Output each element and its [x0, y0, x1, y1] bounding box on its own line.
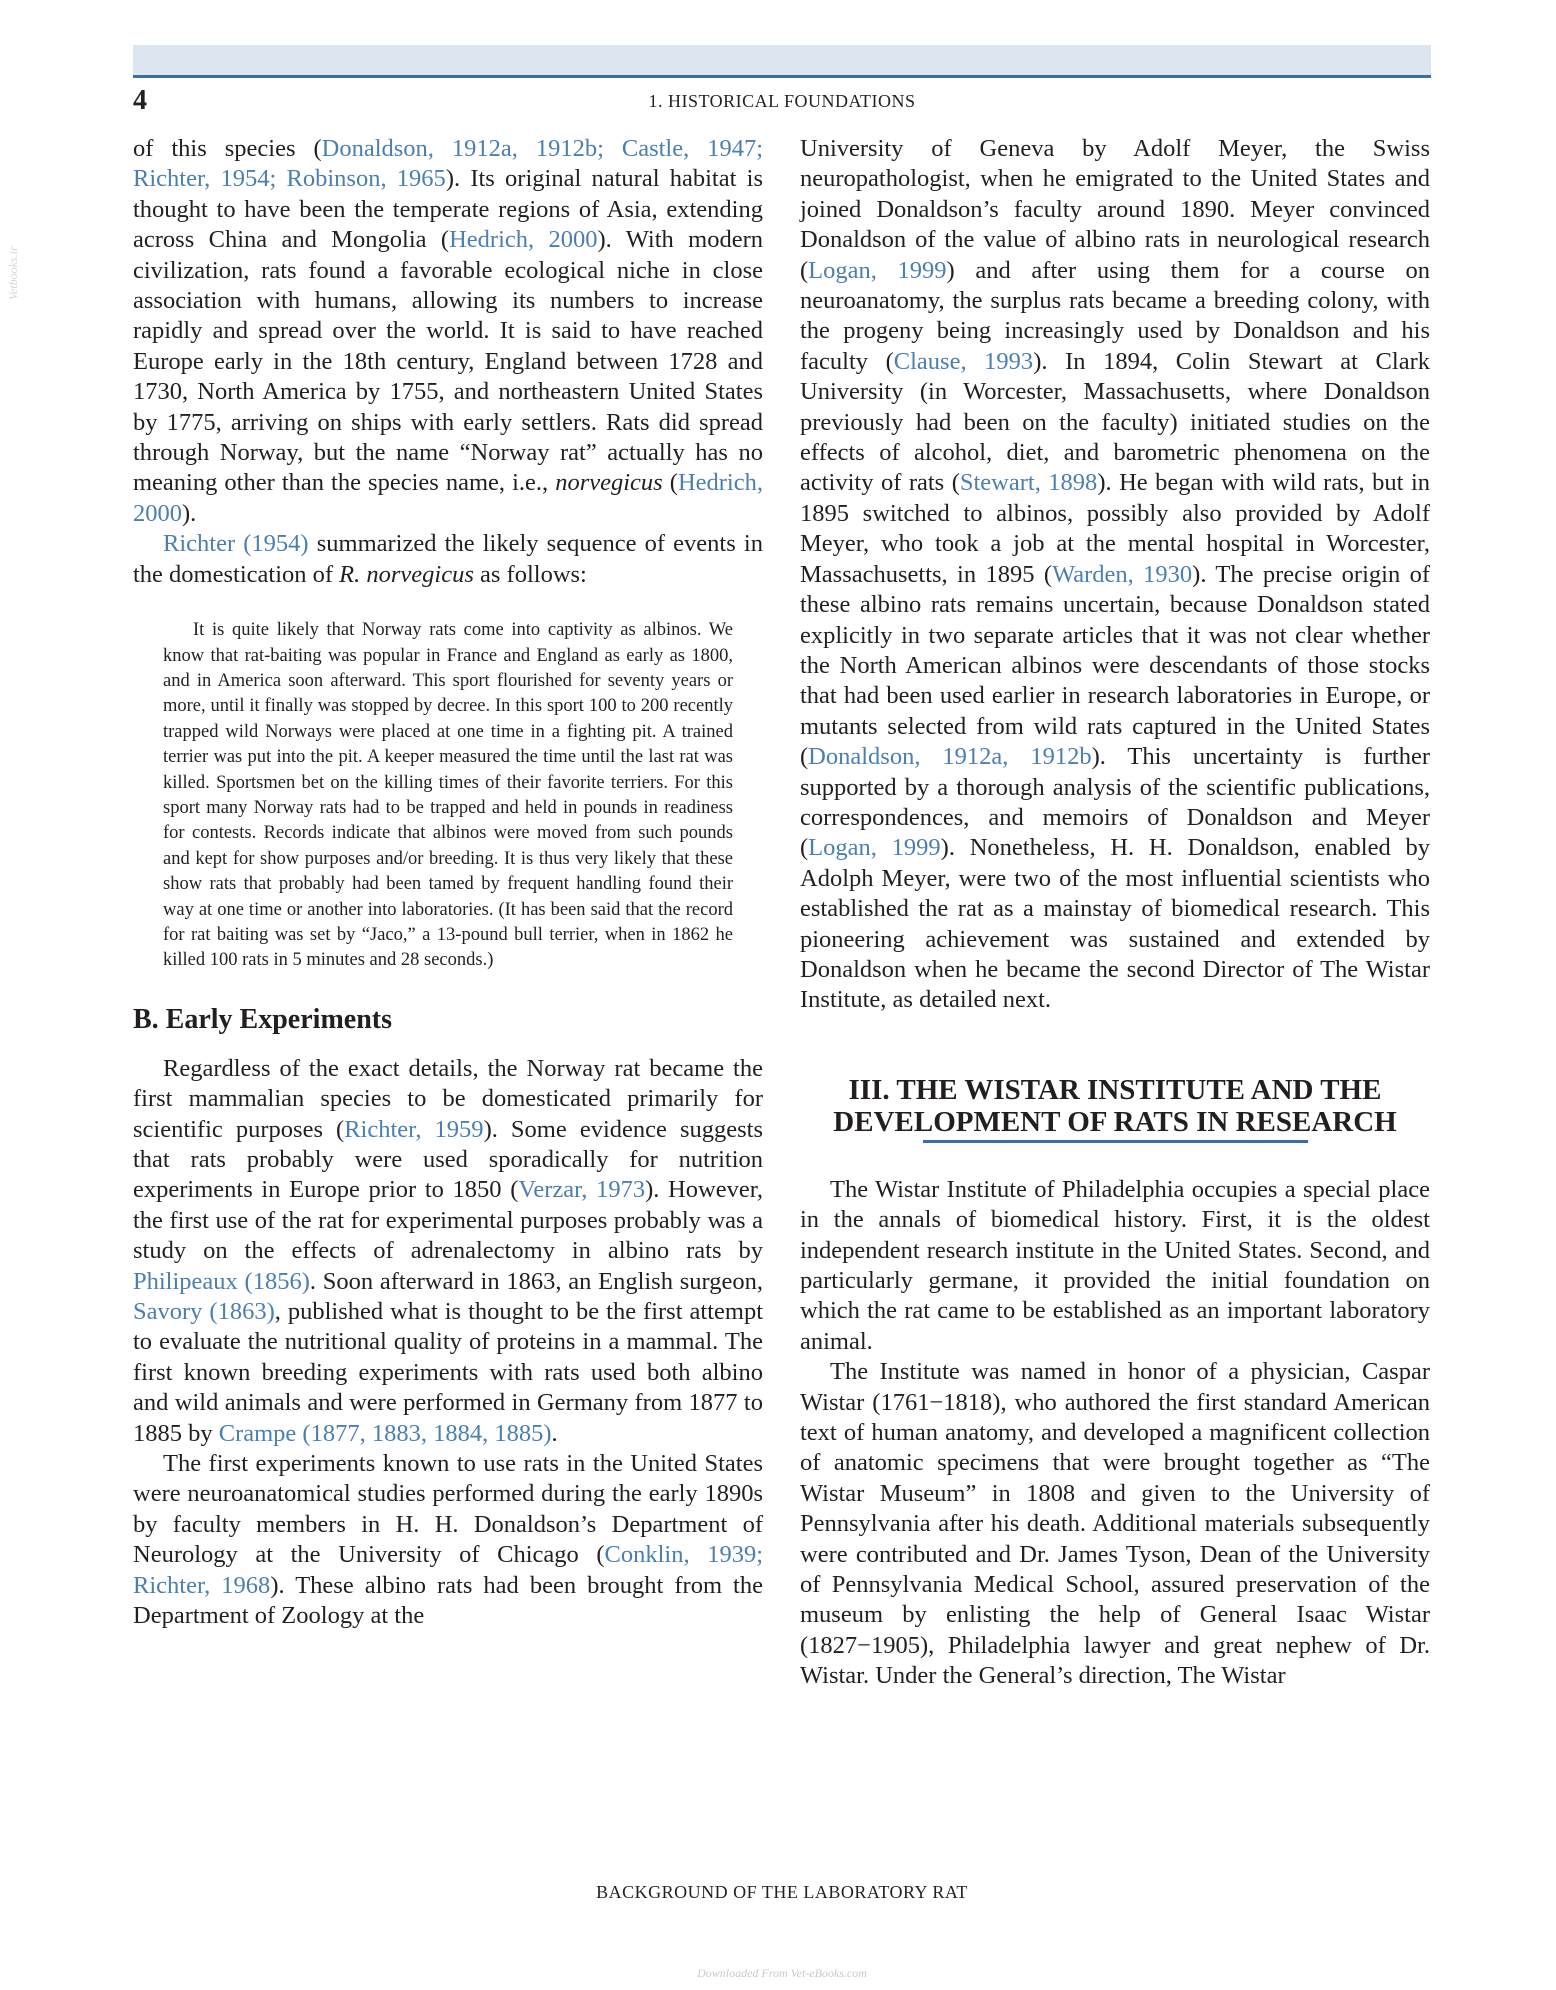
paragraph [133, 134, 763, 529]
block-quote [163, 618, 733, 974]
italic-text: norvegicus [555, 469, 663, 497]
text-run: The Wistar Institute of Philadelphia occupies a special place in the annals of biomedical history. First, it is the oldest independent research institute in the United States. Second, and particularly germane, it provided the initial foundation on which the rat came to be established as an important laboratory animal. [800, 1175, 1430, 1355]
text-run: ). With modern civilization, rats found a favorable ecological niche in close association with humans, allowing its numbers to increase rapidly and spread over the world. It is said to have reached Europe early in the 18th century, England between 1728 and 1730, North America by 1755, and northeastern United States by 1775, arriving on ships with early settlers. Rats did spread through Norway, but the name “Norway rat” actually has no meaning other than the species name, i.e., [133, 226, 763, 497]
text-run: ). The precise origin of these albino rats remains uncertain, because Donaldson stated explicitly in two separate articles that it was not clear whether the North American albinos were descendants of those stocks that had been used earlier in research laboratories in Europe, or mutants selected from wild rats captured in the United States ( [800, 560, 1430, 771]
text-run: ). Its original natural habitat is thought to have been the temperate regions of Asia, extending across China and Mongolia ( [133, 165, 763, 254]
section-heading-line: DEVELOPMENT OF RATS IN RESEARCH [833, 1105, 1397, 1138]
text-run: ). However, the first use of the rat for experimental purposes probably was a study on the effects of adrenalectomy in albino rats by [133, 1176, 763, 1265]
citation-link[interactable]: Savory (1863) [133, 1298, 275, 1326]
citation-link[interactable]: Donaldson, 1912a, 1912b [808, 743, 1092, 771]
citation-link[interactable]: Richter, 1959 [344, 1115, 484, 1143]
text-run: , published what is thought to be the first attempt to evaluate the nutritional quality of proteins in a mammal. The first known breeding experiments with rats used both albino and wild animals and were performed in Germany from 1877 to 1885 by [133, 1298, 764, 1447]
text-run: ( [662, 469, 678, 497]
citation-link[interactable]: Logan, 1999 [808, 256, 947, 284]
citation-link[interactable]: Warden, 1930 [1052, 560, 1193, 588]
page-number: 4 [133, 85, 147, 116]
side-watermark: Vetbooks.ir [6, 246, 20, 300]
text-run: University of Geneva by Adolf Meyer, the Swiss neuropathologist, when he emigrated to the United States and joined Donaldson’s faculty around 1890. Meyer convinced Donaldson of the value of albino rats in neurological research ( [800, 135, 1430, 284]
left-column [133, 134, 763, 1632]
text-run: Regardless of the exact details, the Norway rat became the first mammalian species to be domesticated primarily for scientific purposes ( [133, 1054, 763, 1143]
section-heading-line: III. THE WISTAR INSTITUTE AND THE [848, 1073, 1382, 1106]
section-heading: B. Early Experiments [133, 1003, 392, 1035]
text-run: ). This uncertainty is further supported by a thorough analysis of the scientific publications, correspondences, and memoirs of Donaldson and Meyer ( [800, 743, 1430, 862]
citation-link[interactable]: Donaldson, 1912a, 1912b; Castle, 1947; Richter, 1954; Robinson, 1965 [133, 135, 764, 193]
text-run: . [551, 1419, 558, 1447]
text-run: summarized the likely sequence of events in the domestication of [133, 530, 763, 588]
footer-title: BACKGROUND OF THE LABORATORY RAT [596, 1882, 968, 1902]
running-head: 1. HISTORICAL FOUNDATIONS [648, 91, 916, 111]
section-heading [800, 1074, 1430, 1138]
text-run: . Soon afterward in 1863, an English surgeon, [309, 1267, 763, 1295]
text-run: ). Nonetheless, H. H. Donaldson, enabled by Adolph Meyer, were two of the most influential scientists who established the rat as a mainstay of biomedical research. This pioneering achievement was sustained and extended by Donaldson when he became the second Director of The Wistar Institute, as detailed next. [800, 834, 1430, 1014]
citation-link[interactable]: Richter (1954) [163, 530, 309, 558]
section-rule [923, 1140, 1308, 1143]
citation-link[interactable]: Hedrich, 2000 [449, 226, 598, 254]
text-run: The Institute was named in honor of a physician, Caspar Wistar (1761−1818), who authored the first standard American text of human anatomy, and developed a magnificent collection of anatomic specimens that were brought together as “The Wistar Museum” in 1808 and given to the University of Pennsylvania after his death. Additional materials subsequently were contributed and Dr. James Tyson, Dean of the University of Pennsylvania Medical School, assured preservation of the museum by enlisting the help of General Isaac Wistar (1827−1905), Philadelphia lawyer and great nephew of Dr. Wistar. Under the General’s direction, The Wistar [800, 1358, 1430, 1690]
text-run: of this species ( [133, 135, 322, 162]
text-run: It is quite likely that Norway rats come into captivity as albinos. We know that rat-baiting was popular in France and England as early as 1800, and in America soon afterward. This sport flourished for seventy years or more, until it finally was stopped by decree. In this sport 100 to 200 recently trapped wild Norways were placed at one time in a fighting pit. A trained terrier was put into the pit. A keeper measured the time until the last rat was killed. Sportsmen bet on the killing times of their favorite terriers. For this sport many Norway rats had to be trapped and held in pounds in readiness for contests. Records indicate that albinos were moved from such pounds and kept for show purposes and/or breeding. It is thus very likely that these show rats that probably had been tamed by frequent handling found their way at one time or another into laboratories. (It has been said that the record for rat baiting was set by “Jaco,” a 13-pound bull terrier, when in 1862 he killed 100 rats in 5 minutes and 28 seconds.) [163, 620, 733, 971]
text-run: ). These albino rats had been brought from the Department of Zoology at the [133, 1571, 763, 1630]
footer-watermark: Downloaded From Vet-eBooks.com [697, 1966, 867, 1980]
right-column [800, 134, 1430, 1692]
citation-link[interactable]: Philipeaux (1856) [133, 1267, 310, 1295]
citation-link[interactable]: Verzar, 1973 [518, 1176, 646, 1204]
paragraph [800, 1175, 1430, 1357]
italic-text: R. norvegicus [339, 560, 474, 588]
paragraph [800, 134, 1430, 1016]
text-run: ). Some evidence suggests that rats probably were used sporadically for nutrition experiments in Europe prior to 1850 ( [133, 1115, 763, 1204]
paragraph [800, 1357, 1430, 1691]
text-run: ). In 1894, Colin Stewart at Clark University (in Worcester, Massachusetts, where Donaldson previously had been on the faculty) initiated studies on the effects of alcohol, diet, and barometric phenomena on the activity of rats ( [800, 347, 1430, 497]
citation-link[interactable]: Stewart, 1898 [959, 469, 1098, 497]
citation-link[interactable]: Conklin, 1939; Richter, 1968 [133, 1541, 763, 1599]
text-run: ). He began with wild rats, but in 1895 switched to albinos, possibly also provided by Adolf Meyer, who took a job at the mental hospital in Worcester, Massachusetts, in 1895 ( [800, 469, 1430, 588]
citation-link[interactable]: Clause, 1993 [893, 347, 1034, 375]
citation-link[interactable]: Logan, 1999 [808, 834, 941, 862]
citation-link[interactable]: Crampe (1877, 1883, 1884, 1885) [218, 1419, 552, 1447]
header-band [133, 45, 1431, 78]
paragraph [133, 1449, 763, 1631]
text-run: ). [182, 499, 197, 527]
citation-link[interactable]: Hedrich, 2000 [133, 469, 763, 527]
paragraph [133, 529, 763, 590]
text-run: The first experiments known to use rats in the United States were neuroanatomical studies performed during the early 1890s by faculty members in H. H. Donaldson’s Department of Neurology at the University of Chicago ( [133, 1450, 763, 1569]
text-run: ) and after using them for a course on neuroanatomy, the surplus rats became a breeding colony, with the progeny being increasingly used by Donaldson and his faculty ( [800, 256, 1430, 375]
paragraph [133, 1054, 763, 1449]
text-run: as follows: [473, 560, 587, 588]
